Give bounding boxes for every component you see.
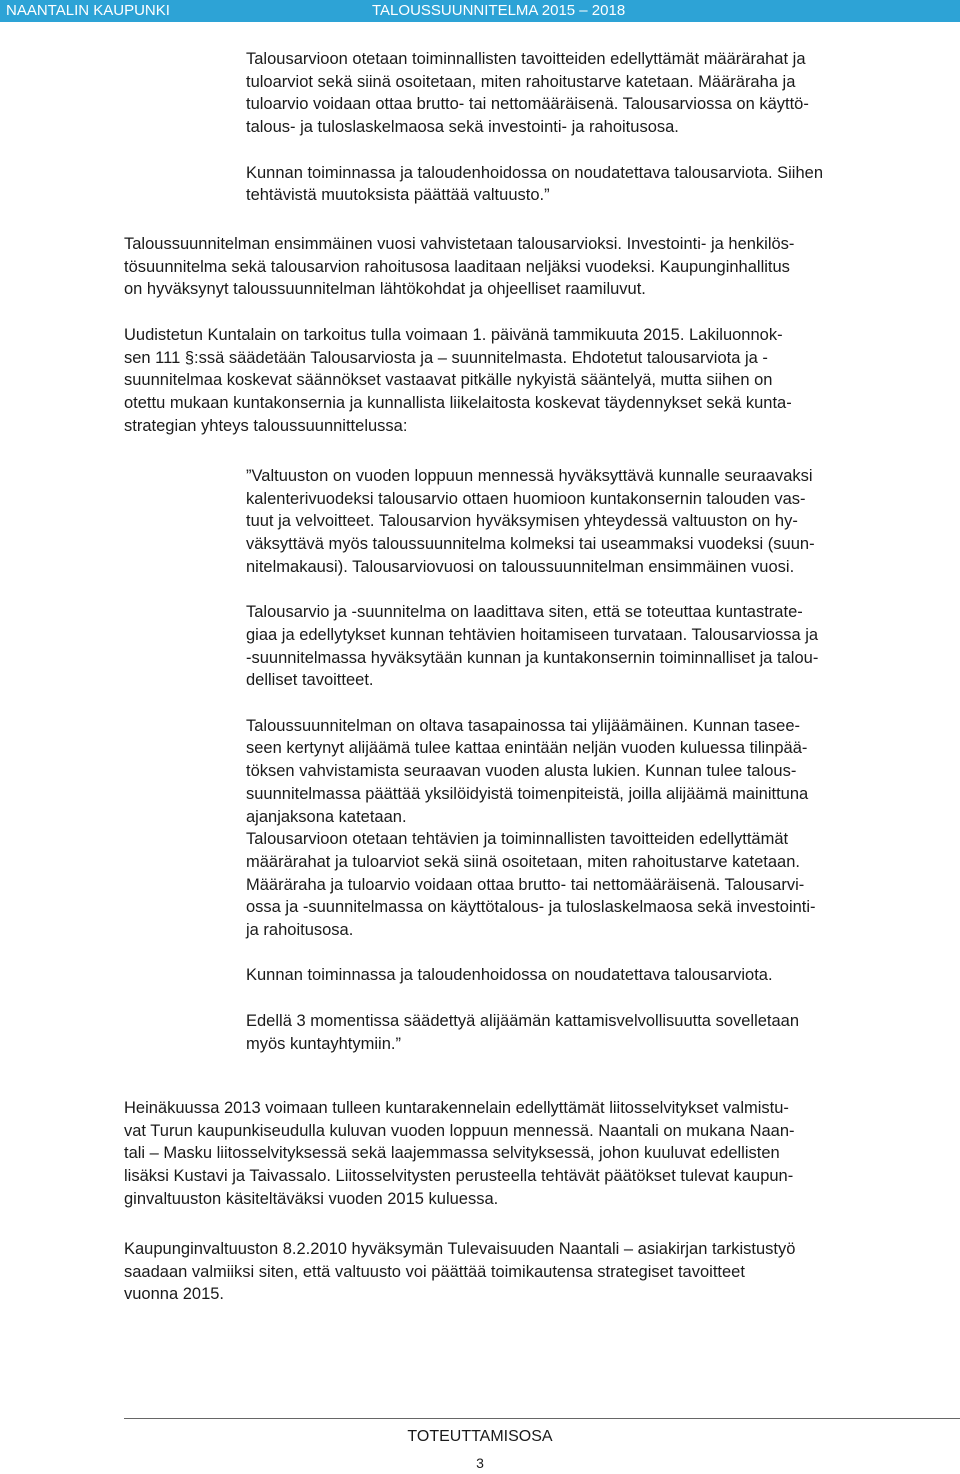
text-line: saadaan valmiiksi siten, että valtuusto voi päättää toimikautensa strategiset tavoitteet [124, 1262, 745, 1281]
text-line: Edellä 3 momentissa säädettyä alijäämän kattamisvelvollisuutta sovelletaan [246, 1011, 800, 1030]
text-line: on hyväksynyt taloussuunnitelman lähtökohdat ja ohjeelliset raamiluvut. [124, 280, 646, 299]
text-line: giaa ja edellytykset kunnan tehtävien hoitamiseen turvataan. Talousarviossa ja [246, 625, 819, 644]
text-line: otettu mukaan kuntakonsernia ja kunnallista liikelaitosta koskevat täydennykset sekä kunta- [124, 393, 792, 412]
quoted-law-paragraph [246, 48, 823, 207]
budget-plan-paragraph [124, 233, 794, 437]
header-org: NAANTALIN KAUPUNKI [6, 2, 170, 19]
strategy-paragraph [124, 1238, 795, 1306]
page-number: 3 [476, 1455, 484, 1471]
header-doc-title: TALOUSSUUNNITELMA 2015 – 2018 [372, 2, 626, 19]
text-line: Talousarvio ja -suunnitelma on laadittava siten, että se toteuttaa kuntastrate- [246, 603, 803, 622]
text-line: määrärahat ja tuloarviot sekä siinä osoitetaan, miten rahoitustarve katetaan. [246, 852, 800, 871]
text-line: lisäksi Kustavi ja Taivassalo. Liitosselvitysten perusteella tehtävät päätökset tulevat kaupun- [124, 1167, 794, 1186]
text-line: delliset tavoitteet. [246, 671, 374, 690]
text-line [246, 692, 818, 715]
text-line: vuonna 2015. [124, 1285, 225, 1304]
text-line [124, 301, 794, 324]
text-line: töksen vahvistamista seuraavan vuoden alusta lukien. Kunnan tulee talous- [246, 762, 797, 781]
text-line: Uudistetun Kuntalain on tarkoitus tulla voimaan 1. päivänä tammikuuta 2015. Lakiluonnok- [124, 325, 783, 344]
header-bar [0, 0, 960, 22]
text-line: Heinäkuussa 2013 voimaan tulleen kuntarakennelain edellyttämät liitosselvitykset valmistu- [124, 1099, 789, 1117]
text-line [246, 139, 823, 162]
text-line: myös kuntayhtymiin.” [246, 1034, 401, 1053]
text-line: tuloarviot sekä siinä osoitetaan, miten rahoitustarve katetaan. Määräraha ja [246, 72, 796, 91]
quoted-kuntalaki-section [246, 465, 818, 1055]
text-line [246, 987, 818, 1010]
text-line: ”Valtuuston on vuoden loppuun mennessä hyväksyttävä kunnalle seuraavaksi [246, 467, 813, 485]
footer-divider [124, 1418, 960, 1419]
text-line [246, 942, 818, 965]
text-line: Talousarvioon otetaan toiminnallisten tavoitteiden edellyttämät määrärahat ja [246, 50, 806, 68]
text-line: seen kertynyt alijäämä tulee kattaa enintään neljän vuoden kuluessa tilinpää- [246, 739, 808, 758]
text-line: tali – Masku liitosselvityksessä sekä laajemmassa selvityksessä, johon kuuluvat edellisten [124, 1144, 780, 1163]
text-line: Talousarvioon otetaan tehtävien ja toiminnallisten tavoitteiden edellyttämät [246, 830, 789, 849]
text-line: väksyttävä myös taloussuunnitelma kolmeksi tai useammaksi vuodeksi (suun- [246, 535, 815, 554]
text-line: Kunnan toiminnassa ja taloudenhoidossa on noudatettava talousarviota. [246, 966, 773, 985]
text-line: ja rahoitusosa. [246, 921, 354, 940]
text-line: strategian yhteys taloussuunnittelussa: [124, 416, 408, 435]
text-line: Taloussuunnitelman on oltava tasapainossa tai ylijäämäinen. Kunnan tasee- [246, 716, 801, 735]
text-line: Kunnan toiminnassa ja taloudenhoidossa on noudatettava talousarviota. Siihen [246, 163, 823, 182]
text-line: vat Turun kaupunkiseudulla kuluvan vuoden loppuun mennessä. Naantali on mukana Naan- [124, 1121, 795, 1140]
text-line: kalenterivuodeksi talousarvio ottaen huomioon kuntakonsernin talouden vas- [246, 489, 806, 508]
text-line [246, 579, 818, 602]
text-line: nitelmakausi). Talousarviovuosi on taloussuunnitelman ensimmäinen vuosi. [246, 557, 795, 576]
text-line: ajanjaksona katetaan. [246, 807, 407, 826]
text-line: tehtävistä muutoksista päättää valtuusto.” [246, 186, 550, 205]
text-line: Määräraha ja tuloarvio voidaan ottaa brutto- tai nettomääräisenä. Talousarvi- [246, 875, 805, 894]
text-line: tuloarvio voidaan ottaa brutto- tai nettomääräisenä. Talousarviossa on käyttö- [246, 95, 809, 114]
text-line: Kaupunginvaltuuston 8.2.2010 hyväksymän Tulevaisuuden Naantali – asiakirjan tarkistustyö [124, 1240, 796, 1258]
text-line: suunnitelmaa koskevat säännökset vastaavat pitkälle nykyistä sääntelyä, mutta siihen on [124, 371, 773, 390]
text-line: ginvaltuuston käsiteltäväksi vuoden 2015 kuluessa. [124, 1189, 499, 1208]
footer-section-title: TOTEUTTAMISOSA [407, 1428, 553, 1445]
text-line: talous- ja tuloslaskelmaosa sekä investointi- ja rahoitusosa. [246, 118, 679, 137]
merger-studies-paragraph [124, 1097, 795, 1211]
text-line: tösuunnitelma sekä talousarvion rahoitusosa laaditaan neljäksi vuodeksi. Kaupunginhallitus [124, 257, 790, 276]
text-line: tuut ja velvoitteet. Talousarvion hyväksymisen yhteydessä valtuuston on hy- [246, 512, 798, 531]
text-line: ossa ja -suunnitelmassa on käyttötalous- ja tuloslaskelmaosa sekä investointi- [246, 898, 816, 917]
text-line: suunnitelmassa päättää yksilöidyistä toimenpiteistä, joilla alijäämä mainittuna [246, 784, 809, 803]
text-line: sen 111 §:ssä säädetään Talousarviosta ja – suunnitelmasta. Ehdotetut talousarviota ja - [124, 348, 768, 367]
text-line: -suunnitelmassa hyväksytään kunnan ja kuntakonsernin toiminnalliset ja talou- [246, 648, 819, 667]
text-line: Taloussuunnitelman ensimmäinen vuosi vahvistetaan talousarvioksi. Investointi- ja henkilös- [124, 235, 795, 253]
